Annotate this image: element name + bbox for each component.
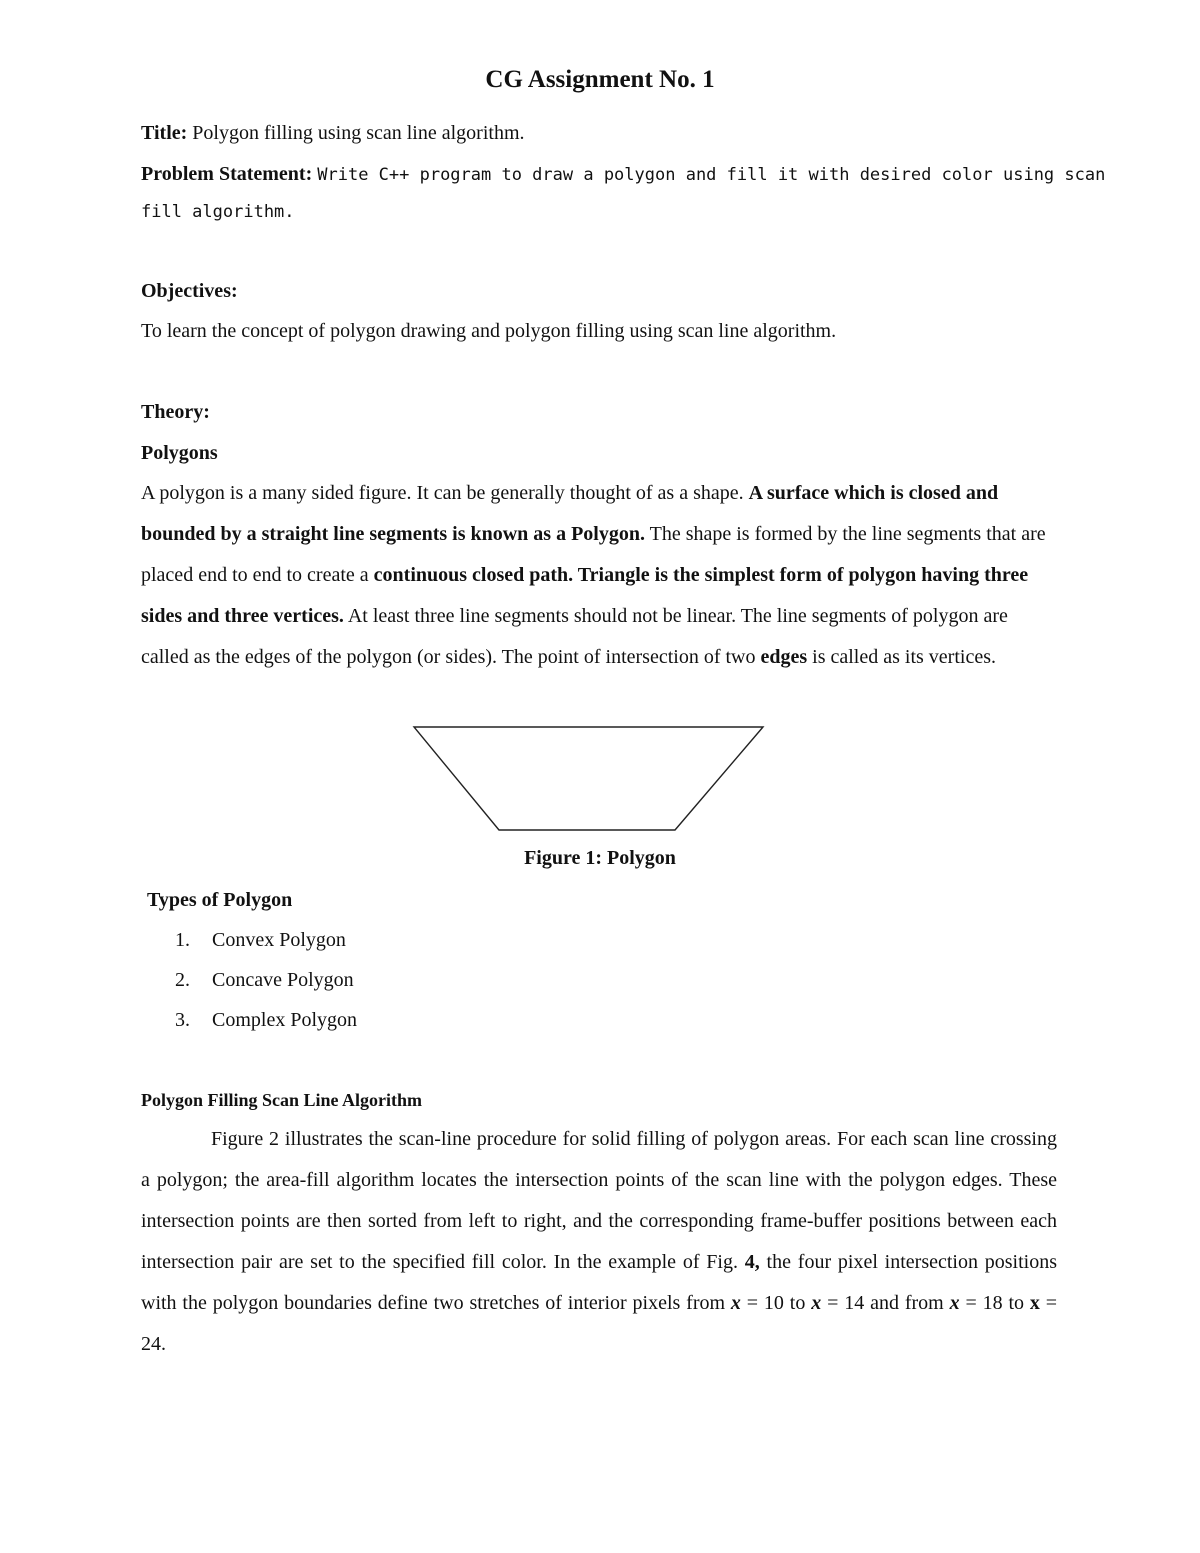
equation-part: = 18 to <box>959 1292 1030 1314</box>
algo-text-1: Figure 2 illustrates the scan-line procedure for solid filling of polygon areas. For each scan line crossing a polygon; the area-fill algorithm locates the intersection points of the scan line with the polygon edges. These intersection points are then sorted from left to right, and the corresponding frame-buffer positions between each intersection pair are set to the specified fill color. In the example of Fig. <box>141 1128 1057 1273</box>
problem-statement-label: Problem Statement: <box>141 163 313 185</box>
title-value: Polygon filling using scan line algorithm. <box>192 122 525 144</box>
polygons-heading: Polygons <box>141 442 218 464</box>
polygons-text-2: The shape is formed by the line segments that are placed end to end to create a <box>141 523 1046 586</box>
equation-part: = 14 and from <box>821 1292 950 1314</box>
figure-reference: 4, <box>744 1251 760 1273</box>
list-item-label: Complex Polygon <box>212 1009 358 1031</box>
title-label: Title: <box>141 122 188 144</box>
list-item <box>175 920 357 960</box>
polygon-definition: A surface which is closed and bounded by a straight line segments is known as a Polygon. <box>141 482 999 545</box>
list-item-label: Concave Polygon <box>212 969 354 991</box>
objectives-heading: Objectives: <box>141 280 238 302</box>
polygons-text-3: At least three line segments should not be linear. The line segments of polygon are called as the edges of the polygon (or sides). The point of intersection of two <box>141 605 1008 668</box>
list-item <box>175 1000 357 1040</box>
types-heading: Types of Polygon <box>147 889 293 911</box>
edges-term: edges <box>760 646 808 668</box>
list-item-number: 3. <box>175 1009 190 1031</box>
polygons-text-4: is called as its vertices. <box>807 646 996 668</box>
scan-line-paragraph <box>141 1119 1057 1365</box>
problem-statement-line-1 <box>141 154 1106 196</box>
list-item-number: 1. <box>175 929 190 951</box>
variable-x: x <box>949 1292 960 1314</box>
variable-x: x <box>730 1292 741 1314</box>
scan-line-heading: Polygon Filling Scan Line Algorithm <box>141 1090 423 1110</box>
polygon-shape <box>414 727 763 830</box>
triangle-statement: continuous closed path. Triangle is the simplest form of polygon having three sides and three vertices. <box>141 564 1029 627</box>
equation-part: = 10 to <box>740 1292 812 1314</box>
document-title: CG Assignment No. 1 <box>485 66 715 93</box>
objectives-text: To learn the concept of polygon drawing and polygon filling using scan line algorithm. <box>141 320 837 342</box>
polygons-paragraph <box>141 473 1047 678</box>
theory-heading: Theory: <box>141 401 210 423</box>
list-item-number: 2. <box>175 969 190 991</box>
polygon-figure <box>412 724 766 836</box>
variable-x: x <box>1029 1292 1040 1314</box>
problem-statement-line-2 <box>141 191 1061 233</box>
polygons-text-1: A polygon is a many sided figure. It can be generally thought of as a shape. <box>141 482 749 504</box>
algo-text-2: the four pixel intersection positions with the polygon boundaries define two stretches of interior pixels from <box>141 1251 1057 1314</box>
problem-statement-text-2: fill algorithm. <box>141 202 295 222</box>
title-line <box>141 113 1061 154</box>
list-item <box>175 960 357 1000</box>
figure-caption: Figure 1: Polygon <box>524 847 676 869</box>
types-list <box>175 920 357 1040</box>
problem-statement-text-1: Write C++ program to draw a polygon and fill it with desired color using scan <box>317 165 1106 185</box>
variable-x: x <box>811 1292 822 1314</box>
equation-part: = 24. <box>141 1292 1058 1355</box>
list-item-label: Convex Polygon <box>212 929 346 951</box>
